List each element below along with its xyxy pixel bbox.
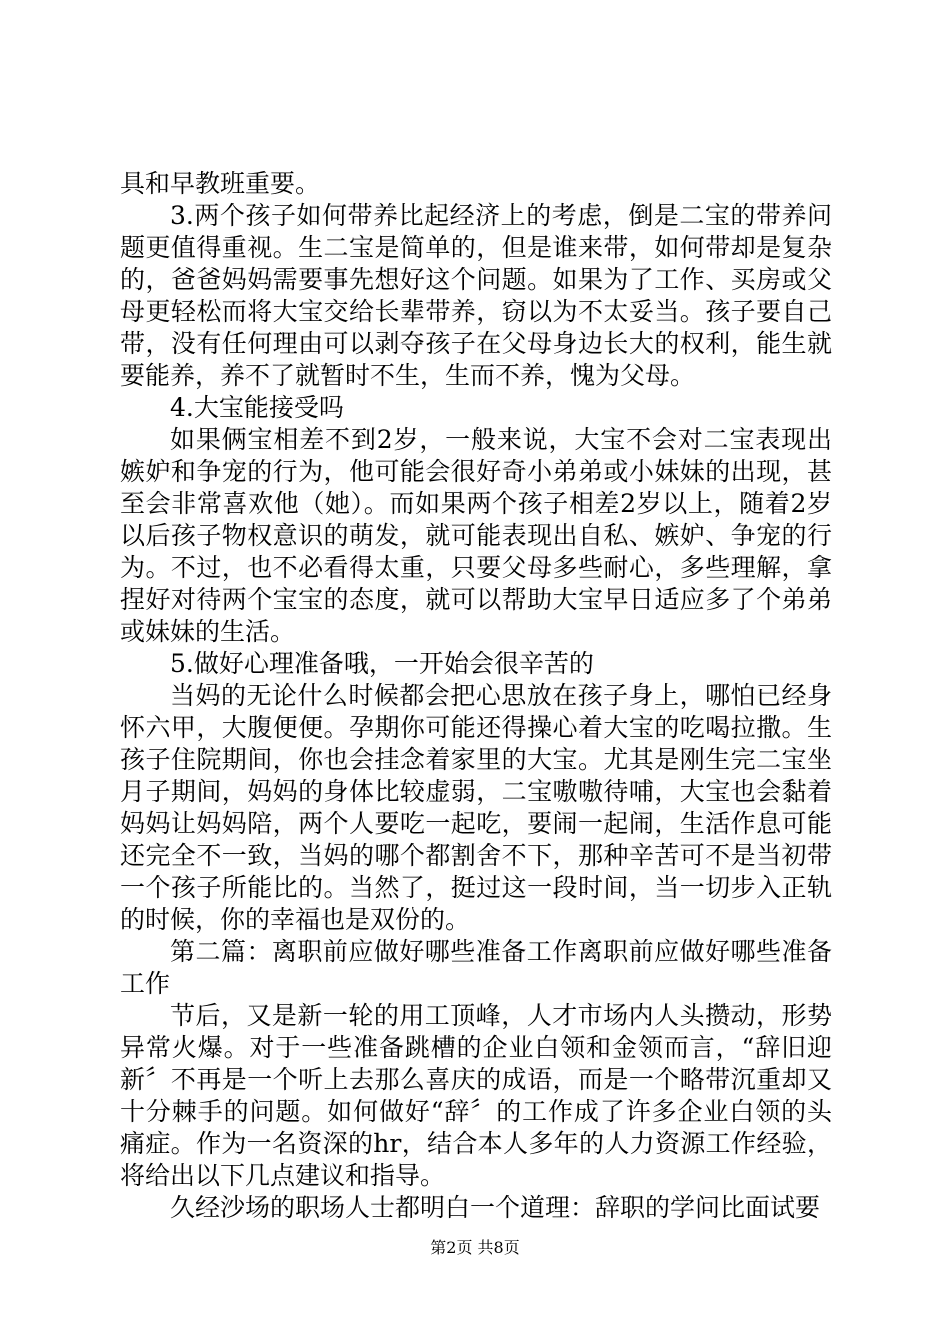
paragraph: 节后，又是新一轮的用工顶峰，人才市场内人头攒动，形势异常火爆。对于一些准备跳槽的企业白领和金领而言，“辞旧迎新〞不再是一个听上去那么喜庆的成语，而是一个略带沉重却又十分棘手的问题。如何做好“辞〞的工作成了许多企业白领的头痛症。作为一名资深的hr，结合本人多年的人力资源工作经验，将给出以下几点建议和指导。 — [120, 1001, 832, 1190]
section-heading: 5.做好心理准备哦，一开始会很辛苦的 — [170, 649, 594, 678]
paragraph: 如果俩宝相差不到2岁，一般来说，大宝不会对二宝表现出嫉妒和争宠的行为，他可能会很好奇小弟弟或小妹妹的出现，甚至会非常喜欢他（她）。而如果两个孩子相差2岁以上，随着2岁以后孩子物权意识的萌发，就可能表现出自私、嫉妒、争宠的行为。不过，也不必看得太重，只要父母多些耐心，多些理解，拿捏好对待两个宝宝的态度，就可以帮助大宝早日适应多了个弟弟或妹妹的生活。 — [120, 425, 832, 646]
page-number-footer: 第2页 共8页 — [430, 1238, 520, 1257]
section-heading: 4.大宝能接受吗 — [170, 393, 344, 422]
article-title: 第二篇：离职前应做好哪些准备工作离职前应做好哪些准备工作 — [120, 937, 832, 998]
paragraph: 当妈的无论什么时候都会把心思放在孩子身上，哪怕已经身怀六甲，大腹便便。孕期你可能还得操心着大宝的吃喝拉撒。生孩子住院期间，你也会挂念着家里的大宝。尤其是刚生完二宝坐月子期间，妈妈的身体比较虚弱，二宝嗷嗷待哺，大宝也会黏着妈妈让妈妈陪，两个人要吃一起吃，要闹一起闹，生活作息可能还完全不一致，当妈的哪个都割舍不下，那种辛苦可不是当初带一个孩子所能比的。当然了，挺过这一段时间，当一切步入正轨的时候，你的幸福也是双份的。 — [120, 681, 832, 934]
paragraph: 3.两个孩子如何带养比起经济上的考虑，倒是二宝的带养问题更值得重视。生二宝是简单的，但是谁来带，如何带却是复杂的，爸爸妈妈需要事先想好这个问题。如果为了工作、买房或父母更轻松而将大宝交给长辈带养，窃以为不太妥当。孩子要自己带，没有任何理由可以剥夺孩子在父母身边长大的权利，能生就要能养，养不了就暂时不生，生而不养，愧为父母。 — [120, 201, 832, 390]
paragraph: 久经沙场的职场人士都明白一个道理：辞职的学问比面试要 — [170, 1193, 821, 1222]
paragraph: 具和早教班重要。 — [120, 169, 321, 198]
document-body — [120, 168, 832, 1224]
